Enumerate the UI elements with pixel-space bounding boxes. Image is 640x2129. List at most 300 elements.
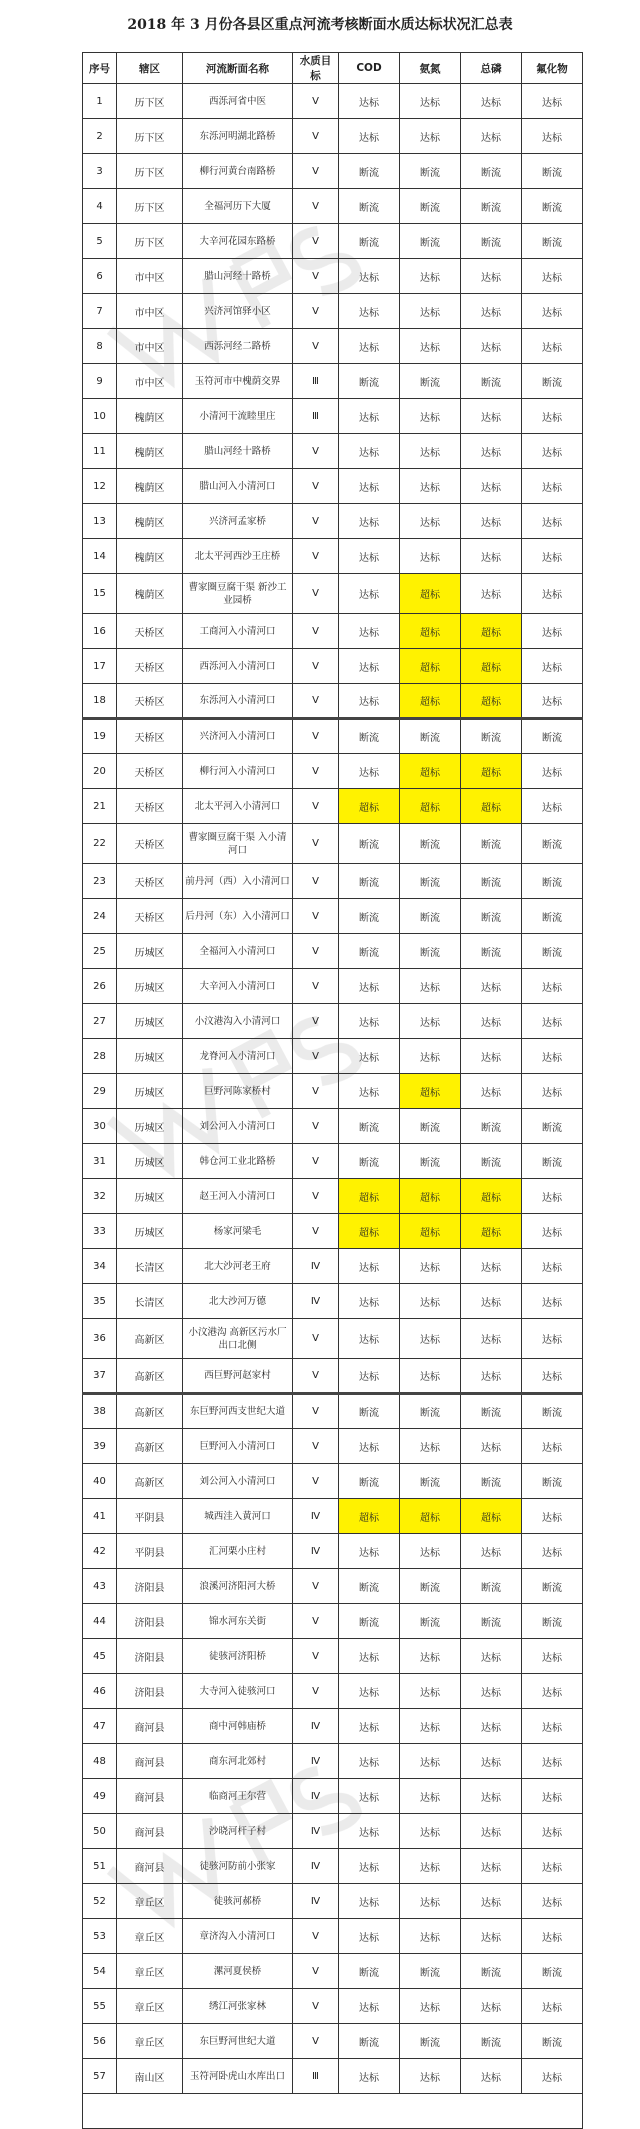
water-target: Ⅴ — [293, 189, 339, 224]
district: 济阳县 — [117, 1604, 183, 1639]
phosphorus-status: 达标 — [461, 434, 522, 469]
phosphorus-status: 超标 — [461, 1179, 522, 1214]
cod-status: 达标 — [339, 1989, 400, 2024]
ammonia-status: 达标 — [400, 399, 461, 434]
district: 济阳县 — [117, 1639, 183, 1674]
section-name: 全福河历下大厦 — [183, 189, 293, 224]
section-name: 刘公河入小清河口 — [183, 1464, 293, 1499]
district: 历城区 — [117, 1074, 183, 1109]
section-name: 全福河入小清河口 — [183, 934, 293, 969]
water-target: Ⅴ — [293, 864, 339, 899]
section-name: 商中河韩庙桥 — [183, 1709, 293, 1744]
row-number: 45 — [83, 1639, 117, 1674]
row-number: 43 — [83, 1569, 117, 1604]
district: 长清区 — [117, 1284, 183, 1319]
table-row — [83, 574, 583, 614]
ammonia-status: 达标 — [400, 539, 461, 574]
ammonia-status: 断流 — [400, 2024, 461, 2059]
table-row — [83, 1039, 583, 1074]
fluoride-status: 断流 — [522, 2024, 583, 2059]
table-row — [83, 1429, 583, 1464]
ammonia-status: 达标 — [400, 1319, 461, 1359]
row-number: 5 — [83, 224, 117, 259]
ammonia-status: 达标 — [400, 329, 461, 364]
cod-status: 达标 — [339, 1744, 400, 1779]
fluoride-status: 达标 — [522, 2059, 583, 2094]
cod-status: 达标 — [339, 434, 400, 469]
phosphorus-status: 达标 — [461, 1319, 522, 1359]
section-name: 前丹河（西）入小清河口 — [183, 864, 293, 899]
row-number: 15 — [83, 574, 117, 614]
row-number: 53 — [83, 1919, 117, 1954]
district: 槐荫区 — [117, 434, 183, 469]
table-row — [83, 864, 583, 899]
cod-status: 达标 — [339, 294, 400, 329]
table-row — [83, 754, 583, 789]
fluoride-status: 达标 — [522, 1709, 583, 1744]
district: 历城区 — [117, 1004, 183, 1039]
fluoride-status: 达标 — [522, 1919, 583, 1954]
ammonia-status: 断流 — [400, 719, 461, 754]
ammonia-status: 断流 — [400, 1569, 461, 1604]
cod-status: 断流 — [339, 364, 400, 399]
cod-status: 达标 — [339, 1884, 400, 1919]
phosphorus-status: 达标 — [461, 1429, 522, 1464]
table-row — [83, 1144, 583, 1179]
ammonia-status: 断流 — [400, 1394, 461, 1429]
cod-status: 断流 — [339, 1569, 400, 1604]
fluoride-status: 达标 — [522, 1639, 583, 1674]
row-number: 16 — [83, 614, 117, 649]
section-name: 赵王河入小清河口 — [183, 1179, 293, 1214]
district: 天桥区 — [117, 684, 183, 719]
ammonia-status: 超标 — [400, 754, 461, 789]
section-name: 东泺河入小清河口 — [183, 684, 293, 719]
district: 天桥区 — [117, 614, 183, 649]
phosphorus-status: 超标 — [461, 649, 522, 684]
cod-status: 达标 — [339, 504, 400, 539]
water-target: Ⅴ — [293, 1109, 339, 1144]
phosphorus-status: 断流 — [461, 224, 522, 259]
ammonia-status: 超标 — [400, 574, 461, 614]
phosphorus-status: 达标 — [461, 1989, 522, 2024]
row-number: 51 — [83, 1849, 117, 1884]
cod-status: 达标 — [339, 1039, 400, 1074]
cod-status: 达标 — [339, 1074, 400, 1109]
district: 市中区 — [117, 364, 183, 399]
district: 济阳县 — [117, 1569, 183, 1604]
row-number: 26 — [83, 969, 117, 1004]
fluoride-status: 断流 — [522, 1144, 583, 1179]
table-row — [83, 84, 583, 119]
section-name: 兴济河孟家桥 — [183, 504, 293, 539]
district: 天桥区 — [117, 754, 183, 789]
table-row — [83, 1249, 583, 1284]
ammonia-status: 达标 — [400, 1709, 461, 1744]
row-number: 6 — [83, 259, 117, 294]
district: 市中区 — [117, 294, 183, 329]
fluoride-status: 达标 — [522, 1214, 583, 1249]
cod-status: 断流 — [339, 189, 400, 224]
header-section-name: 河流断面名称 — [183, 53, 293, 84]
district: 历下区 — [117, 119, 183, 154]
section-name: 兴济河入小清河口 — [183, 719, 293, 754]
section-name: 巨野河陈家桥村 — [183, 1074, 293, 1109]
ammonia-status: 达标 — [400, 119, 461, 154]
water-target: Ⅴ — [293, 649, 339, 684]
section-name: 北大沙河老王府 — [183, 1249, 293, 1284]
water-target: Ⅲ — [293, 2059, 339, 2094]
district: 高新区 — [117, 1359, 183, 1394]
district: 章丘区 — [117, 1989, 183, 2024]
district: 槐荫区 — [117, 539, 183, 574]
ammonia-status: 断流 — [400, 1144, 461, 1179]
district: 商河县 — [117, 1779, 183, 1814]
phosphorus-status: 达标 — [461, 1849, 522, 1884]
cod-status: 断流 — [339, 719, 400, 754]
cod-status: 达标 — [339, 1284, 400, 1319]
phosphorus-status: 断流 — [461, 824, 522, 864]
table-footer-row — [83, 2094, 583, 2129]
section-name: 北大沙河万德 — [183, 1284, 293, 1319]
row-number: 48 — [83, 1744, 117, 1779]
phosphorus-status: 达标 — [461, 294, 522, 329]
cod-status: 超标 — [339, 789, 400, 824]
section-name: 沙晓河杆子村 — [183, 1814, 293, 1849]
section-name: 绣江河张家林 — [183, 1989, 293, 2024]
ammonia-status: 超标 — [400, 1214, 461, 1249]
water-target: Ⅴ — [293, 969, 339, 1004]
row-number: 23 — [83, 864, 117, 899]
fluoride-status: 达标 — [522, 1499, 583, 1534]
ammonia-status: 达标 — [400, 1004, 461, 1039]
cod-status: 断流 — [339, 1394, 400, 1429]
row-number: 24 — [83, 899, 117, 934]
table-row — [83, 189, 583, 224]
section-name: 小清河干流睦里庄 — [183, 399, 293, 434]
phosphorus-status: 断流 — [461, 1109, 522, 1144]
row-number: 56 — [83, 2024, 117, 2059]
water-target: Ⅴ — [293, 824, 339, 864]
fluoride-status: 达标 — [522, 1674, 583, 1709]
table-row — [83, 1779, 583, 1814]
table-row — [83, 1744, 583, 1779]
table-row — [83, 1674, 583, 1709]
table-footer-cell — [83, 2094, 583, 2129]
water-target: Ⅳ — [293, 1709, 339, 1744]
row-number: 28 — [83, 1039, 117, 1074]
phosphorus-status: 达标 — [461, 1004, 522, 1039]
table-row — [83, 1179, 583, 1214]
fluoride-status: 断流 — [522, 189, 583, 224]
phosphorus-status: 断流 — [461, 1604, 522, 1639]
cod-status: 超标 — [339, 1179, 400, 1214]
phosphorus-status: 达标 — [461, 1919, 522, 1954]
ammonia-status: 超标 — [400, 649, 461, 684]
phosphorus-status: 达标 — [461, 119, 522, 154]
district: 历城区 — [117, 934, 183, 969]
fluoride-status: 达标 — [522, 574, 583, 614]
ammonia-status: 达标 — [400, 1639, 461, 1674]
section-name: 玉符河市中槐荫交界 — [183, 364, 293, 399]
cod-status: 达标 — [339, 1779, 400, 1814]
water-target: Ⅴ — [293, 574, 339, 614]
phosphorus-status: 断流 — [461, 719, 522, 754]
water-target: Ⅴ — [293, 1319, 339, 1359]
row-number: 13 — [83, 504, 117, 539]
ammonia-status: 超标 — [400, 614, 461, 649]
row-number: 31 — [83, 1144, 117, 1179]
ammonia-status: 断流 — [400, 899, 461, 934]
fluoride-status: 达标 — [522, 1849, 583, 1884]
table-row — [83, 329, 583, 364]
fluoride-status: 达标 — [522, 1534, 583, 1569]
cod-status: 断流 — [339, 1464, 400, 1499]
cod-status: 达标 — [339, 469, 400, 504]
water-target: Ⅳ — [293, 1814, 339, 1849]
row-number: 29 — [83, 1074, 117, 1109]
water-target: Ⅳ — [293, 1849, 339, 1884]
section-name: 小汶港沟入小清河口 — [183, 1004, 293, 1039]
fluoride-status: 达标 — [522, 789, 583, 824]
ammonia-status: 达标 — [400, 84, 461, 119]
section-name: 腊山河入小清河口 — [183, 469, 293, 504]
water-target: Ⅴ — [293, 1359, 339, 1394]
phosphorus-status: 达标 — [461, 2059, 522, 2094]
water-target: Ⅳ — [293, 1884, 339, 1919]
row-number: 10 — [83, 399, 117, 434]
table-row — [83, 2059, 583, 2094]
cod-status: 达标 — [339, 119, 400, 154]
district: 历城区 — [117, 969, 183, 1004]
table-header — [83, 53, 583, 84]
cod-status: 达标 — [339, 1919, 400, 1954]
fluoride-status: 达标 — [522, 1884, 583, 1919]
ammonia-status: 断流 — [400, 934, 461, 969]
phosphorus-status: 断流 — [461, 189, 522, 224]
water-target: Ⅴ — [293, 1214, 339, 1249]
table-row — [83, 1639, 583, 1674]
row-number: 52 — [83, 1884, 117, 1919]
cod-status: 断流 — [339, 2024, 400, 2059]
district: 历城区 — [117, 1109, 183, 1144]
section-name: 商东河北郊村 — [183, 1744, 293, 1779]
table-row — [83, 1074, 583, 1109]
section-name: 韩仓河工业北路桥 — [183, 1144, 293, 1179]
cod-status: 达标 — [339, 1639, 400, 1674]
fluoride-status: 达标 — [522, 969, 583, 1004]
district: 商河县 — [117, 1709, 183, 1744]
ammonia-status: 断流 — [400, 154, 461, 189]
district: 章丘区 — [117, 1919, 183, 1954]
table-row — [83, 649, 583, 684]
fluoride-status: 达标 — [522, 1004, 583, 1039]
section-name: 徒骇河防前小张家 — [183, 1849, 293, 1884]
row-number: 57 — [83, 2059, 117, 2094]
table-row — [83, 154, 583, 189]
section-name: 西泺河省中医 — [183, 84, 293, 119]
ammonia-status: 达标 — [400, 1284, 461, 1319]
row-number: 50 — [83, 1814, 117, 1849]
row-number: 55 — [83, 1989, 117, 2024]
water-target: Ⅴ — [293, 294, 339, 329]
table-body — [83, 84, 583, 2129]
section-name: 西泺河经二路桥 — [183, 329, 293, 364]
section-name: 东巨野河世纪大道 — [183, 2024, 293, 2059]
district: 高新区 — [117, 1319, 183, 1359]
ammonia-status: 断流 — [400, 1464, 461, 1499]
ammonia-status: 超标 — [400, 789, 461, 824]
phosphorus-status: 达标 — [461, 1284, 522, 1319]
water-target: Ⅴ — [293, 539, 339, 574]
phosphorus-status: 达标 — [461, 1884, 522, 1919]
fluoride-status: 达标 — [522, 1814, 583, 1849]
header-phosphorus: 总磷 — [461, 53, 522, 84]
fluoride-status: 达标 — [522, 1074, 583, 1109]
table-row — [83, 1849, 583, 1884]
cod-status: 达标 — [339, 969, 400, 1004]
district: 天桥区 — [117, 789, 183, 824]
fluoride-status: 达标 — [522, 329, 583, 364]
row-number: 33 — [83, 1214, 117, 1249]
row-number: 40 — [83, 1464, 117, 1499]
header-district: 辖区 — [117, 53, 183, 84]
fluoride-status: 断流 — [522, 1569, 583, 1604]
district: 商河县 — [117, 1814, 183, 1849]
row-number: 42 — [83, 1534, 117, 1569]
phosphorus-status: 达标 — [461, 469, 522, 504]
fluoride-status: 达标 — [522, 1359, 583, 1394]
phosphorus-status: 断流 — [461, 1954, 522, 1989]
fluoride-status: 断流 — [522, 224, 583, 259]
water-target: Ⅳ — [293, 1499, 339, 1534]
phosphorus-status: 断流 — [461, 1569, 522, 1604]
table-row — [83, 969, 583, 1004]
ammonia-status: 断流 — [400, 1954, 461, 1989]
section-name: 刘公河入小清河口 — [183, 1109, 293, 1144]
row-number: 3 — [83, 154, 117, 189]
fluoride-status: 达标 — [522, 1744, 583, 1779]
cod-status: 断流 — [339, 1109, 400, 1144]
district: 槐荫区 — [117, 504, 183, 539]
phosphorus-status: 达标 — [461, 1249, 522, 1284]
phosphorus-status: 断流 — [461, 154, 522, 189]
cod-status: 断流 — [339, 1604, 400, 1639]
district: 章丘区 — [117, 1884, 183, 1919]
section-name: 大辛河入小清河口 — [183, 969, 293, 1004]
section-name: 兴济河馆驿小区 — [183, 294, 293, 329]
phosphorus-status: 达标 — [461, 1814, 522, 1849]
district: 槐荫区 — [117, 574, 183, 614]
district: 槐荫区 — [117, 469, 183, 504]
row-number: 27 — [83, 1004, 117, 1039]
header-no: 序号 — [83, 53, 117, 84]
ammonia-status: 达标 — [400, 1039, 461, 1074]
row-number: 9 — [83, 364, 117, 399]
district: 历城区 — [117, 1179, 183, 1214]
section-name: 临商河王尔营 — [183, 1779, 293, 1814]
section-name: 北太平河西沙王庄桥 — [183, 539, 293, 574]
row-number: 38 — [83, 1394, 117, 1429]
cod-status: 断流 — [339, 899, 400, 934]
row-number: 46 — [83, 1674, 117, 1709]
row-number: 4 — [83, 189, 117, 224]
section-name: 杨家河梁毛 — [183, 1214, 293, 1249]
water-target: Ⅴ — [293, 1074, 339, 1109]
section-name: 西泺河入小清河口 — [183, 649, 293, 684]
water-target: Ⅴ — [293, 1674, 339, 1709]
water-target: Ⅴ — [293, 934, 339, 969]
table-row — [83, 119, 583, 154]
fluoride-status: 达标 — [522, 1249, 583, 1284]
table-row — [83, 2024, 583, 2059]
cod-status: 达标 — [339, 1249, 400, 1284]
phosphorus-status: 断流 — [461, 2024, 522, 2059]
table-row — [83, 504, 583, 539]
district: 天桥区 — [117, 649, 183, 684]
water-target: Ⅴ — [293, 1639, 339, 1674]
ammonia-status: 超标 — [400, 1074, 461, 1109]
ammonia-status: 达标 — [400, 504, 461, 539]
ammonia-status: 断流 — [400, 189, 461, 224]
district: 历下区 — [117, 224, 183, 259]
fluoride-status: 达标 — [522, 399, 583, 434]
table-row — [83, 1604, 583, 1639]
water-quality-table — [82, 52, 583, 2129]
fluoride-status: 达标 — [522, 1429, 583, 1464]
header-target: 水质目标 — [293, 53, 339, 84]
row-number: 22 — [83, 824, 117, 864]
table-row — [83, 684, 583, 719]
section-name: 漯河夏侯桥 — [183, 1954, 293, 1989]
table-row — [83, 1989, 583, 2024]
section-name: 徒骇河济阳桥 — [183, 1639, 293, 1674]
cod-status: 达标 — [339, 1319, 400, 1359]
water-target: Ⅲ — [293, 399, 339, 434]
ammonia-status: 断流 — [400, 1604, 461, 1639]
section-name: 章济沟入小清河口 — [183, 1919, 293, 1954]
cod-status: 达标 — [339, 1429, 400, 1464]
water-target: Ⅴ — [293, 224, 339, 259]
cod-status: 断流 — [339, 1954, 400, 1989]
phosphorus-status: 超标 — [461, 614, 522, 649]
row-number: 11 — [83, 434, 117, 469]
table-row — [83, 1004, 583, 1039]
row-number: 14 — [83, 539, 117, 574]
cod-status: 断流 — [339, 864, 400, 899]
phosphorus-status: 达标 — [461, 1779, 522, 1814]
water-target: Ⅴ — [293, 1954, 339, 1989]
fluoride-status: 断流 — [522, 1604, 583, 1639]
district: 长清区 — [117, 1249, 183, 1284]
district: 历下区 — [117, 154, 183, 189]
district: 天桥区 — [117, 899, 183, 934]
row-number: 36 — [83, 1319, 117, 1359]
row-number: 34 — [83, 1249, 117, 1284]
table-row — [83, 224, 583, 259]
cod-status: 达标 — [339, 1709, 400, 1744]
ammonia-status: 达标 — [400, 1989, 461, 2024]
section-name: 玉符河卧虎山水库出口 — [183, 2059, 293, 2094]
table-row — [83, 294, 583, 329]
phosphorus-status: 达标 — [461, 504, 522, 539]
row-number: 39 — [83, 1429, 117, 1464]
section-name: 北太平河入小清河口 — [183, 789, 293, 824]
table-row — [83, 1394, 583, 1429]
table-row — [83, 1884, 583, 1919]
phosphorus-status: 断流 — [461, 934, 522, 969]
water-target: Ⅳ — [293, 1249, 339, 1284]
